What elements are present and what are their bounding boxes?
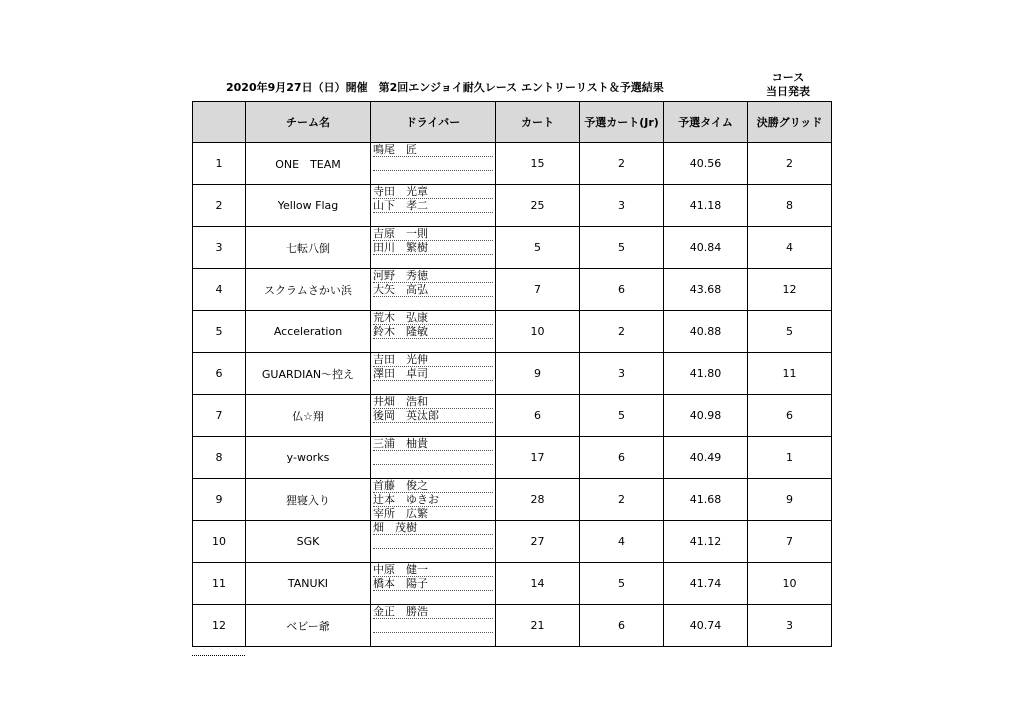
qualifying-kart: 5 (580, 563, 664, 605)
driver-name (373, 465, 493, 478)
driver-name: 三浦 柚貴 (373, 437, 493, 451)
qualifying-time: 41.12 (664, 521, 748, 563)
kart-number: 9 (496, 353, 580, 395)
final-grid: 10 (748, 563, 832, 605)
driver-name: 澤田 卓司 (373, 367, 493, 381)
driver-name: 中原 健一 (373, 563, 493, 577)
qualifying-time: 41.74 (664, 563, 748, 605)
entry-number: 1 (193, 143, 246, 185)
driver-list (371, 143, 496, 185)
qualifying-time: 41.18 (664, 185, 748, 227)
driver-name: 宰所 広繁 (373, 507, 428, 520)
qualifying-kart: 2 (580, 143, 664, 185)
entry-number: 9 (193, 479, 246, 521)
team-name: GUARDIAN～控え (246, 353, 371, 395)
driver-name (373, 339, 493, 352)
bottom-dotted-rule (192, 655, 245, 656)
qualifying-time: 40.98 (664, 395, 748, 437)
entry-number: 11 (193, 563, 246, 605)
qualifying-time: 41.68 (664, 479, 748, 521)
qualifying-kart: 3 (580, 185, 664, 227)
table-row (193, 269, 832, 311)
course-label: コース (771, 71, 805, 84)
driver-list (371, 563, 496, 605)
kart-number: 14 (496, 563, 580, 605)
driver-name (373, 255, 493, 268)
driver-list (371, 353, 496, 395)
final-grid: 5 (748, 311, 832, 353)
column-header-grid: 決勝グリッド (748, 102, 832, 143)
entry-number: 4 (193, 269, 246, 311)
driver-name (373, 297, 493, 310)
table-row (193, 353, 832, 395)
driver-name (373, 171, 493, 184)
driver-name: 大矢 高弘 (373, 283, 493, 297)
team-name: 仏☆翔 (246, 395, 371, 437)
driver-name: 吉田 光伸 (373, 353, 493, 367)
driver-name: 畑 茂樹 (373, 521, 493, 535)
driver-name (373, 549, 493, 562)
driver-list (371, 395, 496, 437)
team-name: 狸寝入り (246, 479, 371, 521)
driver-name: 鳴尾 匠 (373, 143, 493, 157)
driver-name (373, 157, 493, 171)
team-name: Acceleration (246, 311, 371, 353)
driver-name: 辻本 ゆきお (373, 493, 493, 507)
entry-number: 6 (193, 353, 246, 395)
driver-list (371, 437, 496, 479)
driver-list (371, 311, 496, 353)
qualifying-kart: 3 (580, 353, 664, 395)
course-announcement: 当日発表 (766, 85, 810, 98)
final-grid: 4 (748, 227, 832, 269)
final-grid: 6 (748, 395, 832, 437)
team-name: スクラムさかい浜 (246, 269, 371, 311)
team-name: Yellow Flag (246, 185, 371, 227)
qualifying-kart: 5 (580, 395, 664, 437)
kart-number: 10 (496, 311, 580, 353)
driver-name: 田川 繁樹 (373, 241, 493, 255)
entry-number: 2 (193, 185, 246, 227)
final-grid: 3 (748, 605, 832, 647)
driver-name: 寺田 光章 (373, 185, 493, 199)
driver-name: 後岡 英汰郎 (373, 409, 493, 423)
entry-number: 5 (193, 311, 246, 353)
table-row (193, 521, 832, 563)
kart-number: 6 (496, 395, 580, 437)
qualifying-kart: 6 (580, 269, 664, 311)
kart-number: 21 (496, 605, 580, 647)
qualifying-time: 40.88 (664, 311, 748, 353)
final-grid: 12 (748, 269, 832, 311)
team-name: y-works (246, 437, 371, 479)
qualifying-kart: 6 (580, 605, 664, 647)
qualifying-kart: 2 (580, 311, 664, 353)
team-name: TANUKI (246, 563, 371, 605)
driver-name (373, 381, 493, 394)
team-name: ベビー爺 (246, 605, 371, 647)
driver-list (371, 605, 496, 647)
driver-name: 井畑 浩和 (373, 395, 493, 409)
driver-name (373, 423, 493, 436)
driver-list (371, 269, 496, 311)
final-grid: 7 (748, 521, 832, 563)
driver-list (371, 521, 496, 563)
qualifying-kart: 6 (580, 437, 664, 479)
table-row (193, 185, 832, 227)
team-name: 七転八倒 (246, 227, 371, 269)
qualifying-kart: 2 (580, 479, 664, 521)
team-name: ONE TEAM (246, 143, 371, 185)
entry-number: 8 (193, 437, 246, 479)
table-row (193, 437, 832, 479)
qualifying-time: 40.56 (664, 143, 748, 185)
driver-list (371, 227, 496, 269)
kart-number: 15 (496, 143, 580, 185)
entry-number: 3 (193, 227, 246, 269)
entry-number: 10 (193, 521, 246, 563)
table-row (193, 605, 832, 647)
entry-number: 7 (193, 395, 246, 437)
table-row (193, 479, 832, 521)
table-row (193, 563, 832, 605)
kart-number: 7 (496, 269, 580, 311)
table-row (193, 395, 832, 437)
driver-name: 首藤 俊之 (373, 479, 493, 493)
entry-results-table (192, 101, 832, 647)
column-header-kart: カート (496, 102, 580, 143)
qualifying-time: 40.49 (664, 437, 748, 479)
driver-list (371, 479, 496, 521)
table-row (193, 227, 832, 269)
final-grid: 11 (748, 353, 832, 395)
final-grid: 9 (748, 479, 832, 521)
column-header-drivers: ドライバー (371, 102, 496, 143)
driver-list (371, 185, 496, 227)
driver-name (373, 591, 493, 604)
column-header-qual-kart: 予選カート(Jr) (580, 102, 664, 143)
column-header-no (193, 102, 246, 143)
driver-name (373, 619, 493, 633)
driver-name (373, 213, 493, 226)
kart-number: 28 (496, 479, 580, 521)
qualifying-time: 41.80 (664, 353, 748, 395)
column-header-qual-time: 予選タイム (664, 102, 748, 143)
kart-number: 17 (496, 437, 580, 479)
driver-name (373, 633, 493, 646)
table-row (193, 143, 832, 185)
driver-name: 橋本 陽子 (373, 577, 493, 591)
entry-number: 12 (193, 605, 246, 647)
table-header-row (193, 102, 832, 143)
qualifying-kart: 5 (580, 227, 664, 269)
driver-name (373, 451, 493, 465)
driver-name: 河野 秀徳 (373, 269, 493, 283)
kart-number: 27 (496, 521, 580, 563)
kart-number: 5 (496, 227, 580, 269)
qualifying-time: 40.74 (664, 605, 748, 647)
driver-name: 荒木 弘康 (373, 311, 493, 325)
qualifying-time: 40.84 (664, 227, 748, 269)
document-title: 2020年9月27日（日）開催 第2回エンジョイ耐久レース エントリーリスト＆予選結果 (226, 81, 664, 94)
driver-name (373, 535, 493, 549)
final-grid: 8 (748, 185, 832, 227)
driver-name: 吉原 一則 (373, 227, 493, 241)
final-grid: 1 (748, 437, 832, 479)
driver-name: 山下 孝二 (373, 199, 493, 213)
kart-number: 25 (496, 185, 580, 227)
table-row (193, 311, 832, 353)
driver-name: 鈴木 隆敏 (373, 325, 493, 339)
column-header-team: チーム名 (246, 102, 371, 143)
team-name: SGK (246, 521, 371, 563)
qualifying-time: 43.68 (664, 269, 748, 311)
final-grid: 2 (748, 143, 832, 185)
course-note (748, 71, 828, 99)
qualifying-kart: 4 (580, 521, 664, 563)
driver-name: 金正 勝浩 (373, 605, 493, 619)
